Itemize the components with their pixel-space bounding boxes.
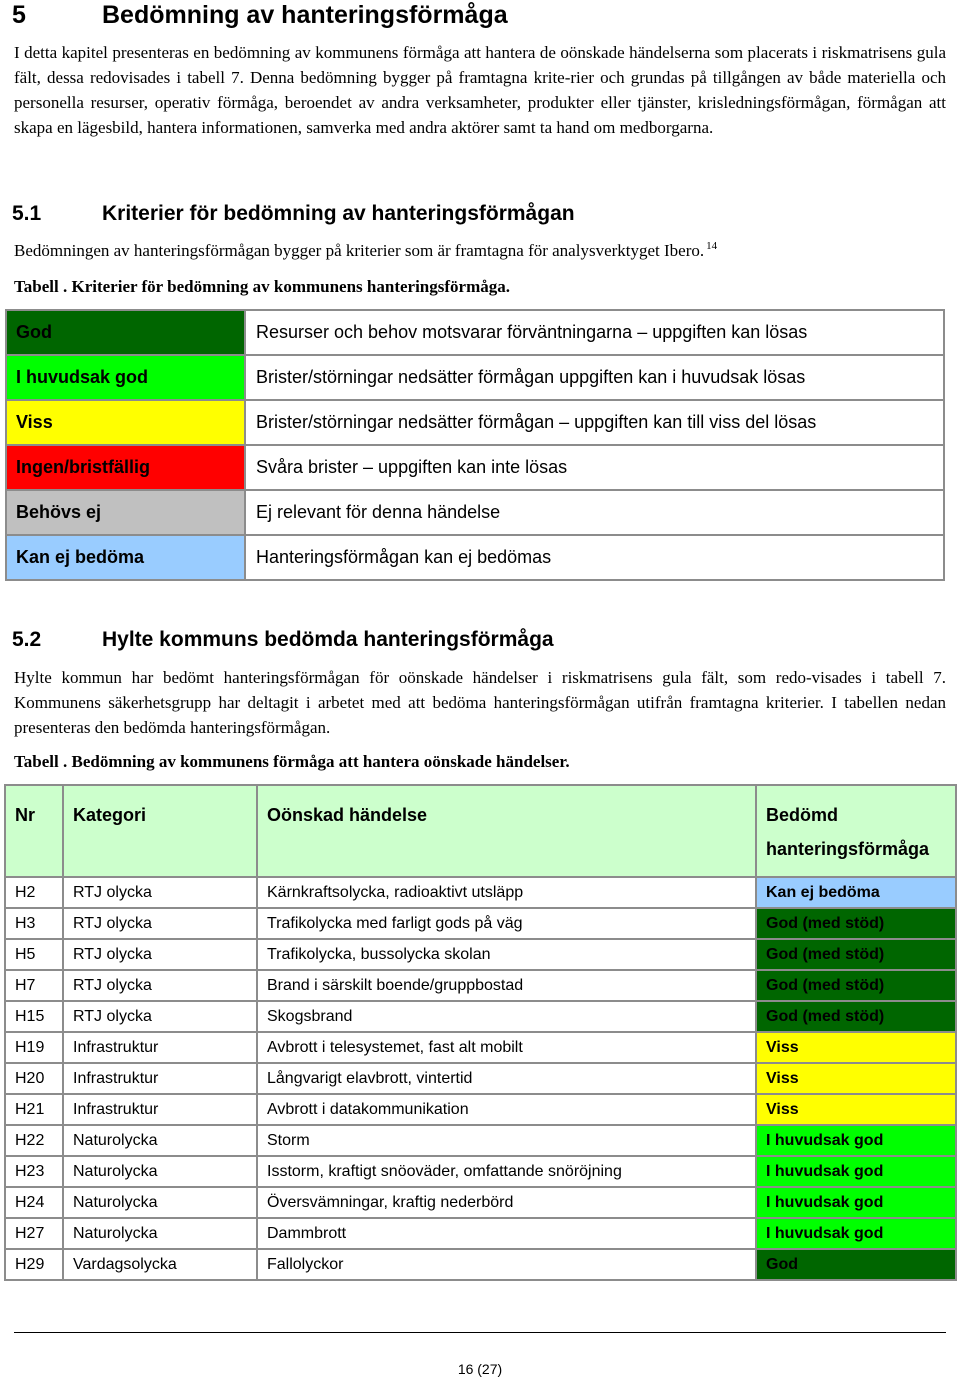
assessment-row [5,970,956,1001]
assessment-row [5,1218,956,1249]
row-nr: H24 [5,1187,63,1218]
row-handelse: Översvämningar, kraftig nederbörd [257,1187,756,1218]
row-nr: H23 [5,1156,63,1187]
row-kategori: Naturolycka [63,1125,257,1156]
row-handelse: Skogsbrand [257,1001,756,1032]
row-nr: H2 [5,877,63,908]
row-handelse: Brand i särskilt boende/gruppbostad [257,970,756,1001]
header-kategori: Kategori [63,785,257,877]
criteria-level: God [6,310,245,355]
criteria-description: Brister/störningar nedsätter förmågan uppgiften kan i huvudsak lösas [245,355,944,400]
header-bedomd: Bedömd hanteringsförmåga [756,785,956,877]
assessment-row [5,1249,956,1280]
row-kategori: Infrastruktur [63,1063,257,1094]
assessment-row [5,939,956,970]
row-kategori: Infrastruktur [63,1094,257,1125]
criteria-description: Svåra brister – uppgiften kan inte lösas [245,445,944,490]
section-5-paragraph: I detta kapitel presenteras en bedömning av kommunens förmåga att hantera de oönskade händelserna som placerats i riskmatrisens gula fält, dessa redovisades i tabell 7. Denna bedömning bygger på framtagna krite-rier och grundas på tillgången av både materiella och personella resurser, operativ förmåga, beroendet av andra verksamheter, produkter eller tjänster, krisledningsförmågan, förmågan att skapa en lägesbild, hantera informationen, samverka med andra aktörer samt ta hand om medborgarna. [14,43,946,137]
row-handelse: Trafikolycka med farligt gods på väg [257,908,756,939]
criteria-table [5,309,945,581]
assessment-row [5,1187,956,1218]
row-nr: H3 [5,908,63,939]
row-nr: H19 [5,1032,63,1063]
criteria-description: Resurser och behov motsvarar förväntningarna – uppgiften kan lösas [245,310,944,355]
row-bedomd: Viss [756,1094,956,1125]
row-bedomd: I huvudsak god [756,1187,956,1218]
section-5-2-number: 5.2 [12,628,42,651]
row-kategori: Naturolycka [63,1187,257,1218]
criteria-table-body [6,310,944,580]
header-handelse: Oönskad händelse [257,785,756,877]
criteria-level: I huvudsak god [6,355,245,400]
row-kategori: Infrastruktur [63,1032,257,1063]
criteria-row [6,535,944,580]
row-bedomd: I huvudsak god [756,1218,956,1249]
row-bedomd: Kan ej bedöma [756,877,956,908]
header-nr: Nr [5,785,63,877]
assessment-row [5,1125,956,1156]
section-5-heading [12,0,508,30]
section-5-title: Bedömning av hanteringsförmåga [102,1,508,29]
section-5-2-heading [12,627,554,653]
row-bedomd: God [756,1249,956,1280]
criteria-description: Hanteringsförmågan kan ej bedömas [245,535,944,580]
section-5-number: 5 [12,1,26,29]
section-5-1-heading [12,201,575,227]
row-bedomd: God (med stöd) [756,970,956,1001]
row-nr: H20 [5,1063,63,1094]
row-handelse: Fallolyckor [257,1249,756,1280]
criteria-level: Viss [6,400,245,445]
assessment-table [4,784,957,1281]
page-number: 16 (27) [457,1361,503,1377]
row-kategori: RTJ olycka [63,908,257,939]
criteria-table-caption: Tabell . Kriterier för bedömning av kommunens hanteringsförmåga. [14,277,510,296]
row-handelse: Trafikolycka, bussolycka skolan [257,939,756,970]
assessment-row [5,877,956,908]
row-handelse: Kärnkraftsolycka, radioaktivt utsläpp [257,877,756,908]
criteria-level: Kan ej bedöma [6,535,245,580]
assessment-header-row [5,785,956,877]
section-5-1-title: Kriterier för bedömning av hanteringsförmågan [102,202,575,225]
row-nr: H27 [5,1218,63,1249]
criteria-row [6,445,944,490]
criteria-level: Behövs ej [6,490,245,535]
footer-rule [14,1332,946,1333]
assessment-table-caption: Tabell . Bedömning av kommunens förmåga att hantera oönskade händelser. [14,752,570,771]
row-handelse: Långvarigt elavbrott, vintertid [257,1063,756,1094]
section-5-2-paragraph: Hylte kommun har bedömt hanteringsförmågan för oönskade händelser i riskmatrisens gula fält, som redo-visades i tabell 7. Kommunens säkerhetsgrupp har deltagit i arbetet med att bedöma hanteringsförmågan utifrån framtagna kriterier. I tabellen nedan presenteras den bedömda hanteringsförmågan. [14,668,946,737]
footnote-ref: 14 [706,240,718,252]
section-5-1-number: 5.1 [12,202,42,225]
assessment-table-body [5,785,956,1280]
assessment-row [5,1063,956,1094]
row-nr: H15 [5,1001,63,1032]
assessment-row [5,1032,956,1063]
row-bedomd: God (med stöd) [756,1001,956,1032]
row-kategori: RTJ olycka [63,877,257,908]
row-bedomd: I huvudsak god [756,1156,956,1187]
row-kategori: Naturolycka [63,1218,257,1249]
assessment-row [5,1094,956,1125]
row-handelse: Avbrott i telesystemet, fast alt mobilt [257,1032,756,1063]
section-5-1-paragraph [14,238,946,263]
row-kategori: Vardagsolycka [63,1249,257,1280]
row-bedomd: God (med stöd) [756,908,956,939]
row-bedomd: I huvudsak god [756,1125,956,1156]
row-kategori: RTJ olycka [63,1001,257,1032]
row-kategori: Naturolycka [63,1156,257,1187]
row-handelse: Storm [257,1125,756,1156]
row-nr: H7 [5,970,63,1001]
assessment-row [5,1001,956,1032]
row-handelse: Avbrott i datakommunikation [257,1094,756,1125]
row-handelse: Isstorm, kraftigt snöoväder, omfattande snöröjning [257,1156,756,1187]
assessment-row [5,908,956,939]
row-handelse: Dammbrott [257,1218,756,1249]
row-bedomd: God (med stöd) [756,939,956,970]
row-bedomd: Viss [756,1032,956,1063]
row-nr: H22 [5,1125,63,1156]
criteria-row [6,400,944,445]
row-kategori: RTJ olycka [63,939,257,970]
criteria-row [6,355,944,400]
section-5-1-text: Bedömningen av hanteringsförmågan bygger på kriterier som är framtagna för analysverktyget Ibero. [14,241,705,260]
row-kategori: RTJ olycka [63,970,257,1001]
criteria-description: Ej relevant för denna händelse [245,490,944,535]
section-5-2-title: Hylte kommuns bedömda hanteringsförmåga [102,628,554,651]
row-nr: H21 [5,1094,63,1125]
row-nr: H5 [5,939,63,970]
row-nr: H29 [5,1249,63,1280]
row-bedomd: Viss [756,1063,956,1094]
criteria-row [6,310,944,355]
criteria-row [6,490,944,535]
criteria-level: Ingen/bristfällig [6,445,245,490]
assessment-row [5,1156,956,1187]
criteria-description: Brister/störningar nedsätter förmågan – uppgiften kan till viss del lösas [245,400,944,445]
